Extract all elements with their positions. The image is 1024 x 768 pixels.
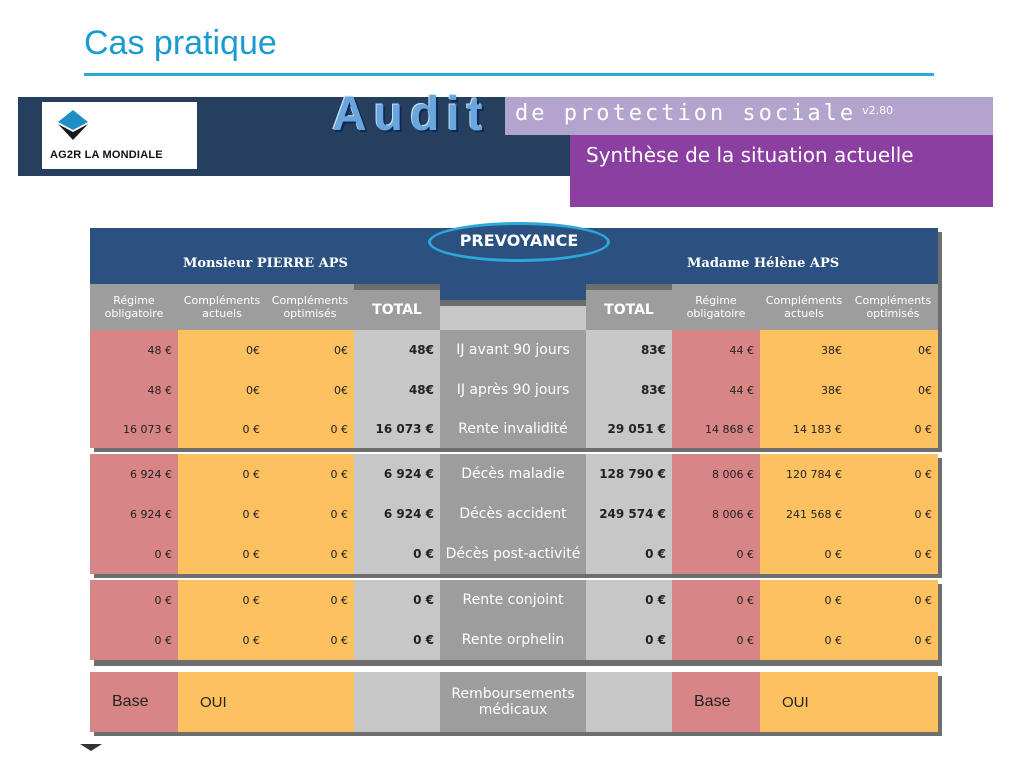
- row2-right-total: 83€: [586, 370, 672, 410]
- row2-right-optimises: 0€: [848, 370, 938, 410]
- row6-label: Décès post-activité: [440, 534, 586, 574]
- remb-left-oui: OUI: [178, 672, 266, 732]
- row1-left-total: 48€: [354, 330, 440, 370]
- row7-label: Rente conjoint: [440, 580, 586, 620]
- row8-left-actuels: 0 €: [178, 620, 266, 660]
- row4-right-regime: 8 006 €: [672, 454, 760, 494]
- row7-right-actuels: 0 €: [760, 580, 848, 620]
- remb-left-total: [354, 672, 440, 732]
- row6-left-actuels: 0 €: [178, 534, 266, 574]
- row6-right-optimises: 0 €: [848, 534, 938, 574]
- right-person-name: Madame Hélène APS: [687, 256, 840, 271]
- row5-left-optimises: 0 €: [266, 494, 354, 534]
- row2-left-regime: 48 €: [90, 370, 178, 410]
- row2-left-actuels: 0€: [178, 370, 266, 410]
- row6-right-total: 0 €: [586, 534, 672, 574]
- section-title: Synthèse de la situation actuelle: [586, 143, 914, 167]
- company-logo: [42, 102, 197, 169]
- row5-right-optimises: 0 €: [848, 494, 938, 534]
- row2-label: IJ après 90 jours: [440, 370, 586, 410]
- row8-left-optimises: 0 €: [266, 620, 354, 660]
- row4-right-total: 128 790 €: [586, 454, 672, 494]
- row1-right-actuels: 38€: [760, 330, 848, 370]
- row8-right-regime: 0 €: [672, 620, 760, 660]
- remb-right-optimises: [848, 672, 938, 732]
- slide-title: Cas pratique: [84, 24, 277, 62]
- prevoyance-title: PREVOYANCE: [459, 231, 579, 250]
- row3-right-total: 29 051 €: [586, 410, 672, 448]
- row4-left-optimises: 0 €: [266, 454, 354, 494]
- subtitle-band: [505, 97, 993, 135]
- row6-right-regime: 0 €: [672, 534, 760, 574]
- row5-left-actuels: 0 €: [178, 494, 266, 534]
- row7-right-regime: 0 €: [672, 580, 760, 620]
- header-left-actuels: Compléments actuels: [178, 284, 266, 330]
- logo-diamond-icon: [58, 110, 88, 140]
- remb-right-base: Base: [672, 672, 760, 732]
- row1-label: IJ avant 90 jours: [440, 330, 586, 370]
- row2-left-optimises: 0€: [266, 370, 354, 410]
- row5-right-regime: 8 006 €: [672, 494, 760, 534]
- row8-left-regime: 0 €: [90, 620, 178, 660]
- row7-left-optimises: 0 €: [266, 580, 354, 620]
- row4-right-optimises: 0 €: [848, 454, 938, 494]
- header-left-regime: Régime obligatoire: [90, 284, 178, 330]
- header-left-total: TOTAL: [354, 290, 440, 330]
- row5-label: Décès accident: [440, 494, 586, 534]
- audit-banner: [18, 88, 993, 207]
- row1-left-optimises: 0€: [266, 330, 354, 370]
- row4-left-total: 6 924 €: [354, 454, 440, 494]
- version-label: v2.80: [862, 104, 894, 117]
- header-right-regime: Régime obligatoire: [672, 284, 760, 330]
- section-band: [570, 135, 993, 207]
- left-person-name: Monsieur PIERRE APS: [183, 256, 348, 271]
- header-right-total: TOTAL: [586, 290, 672, 330]
- prevoyance-table: [90, 228, 938, 736]
- row1-left-actuels: 0€: [178, 330, 266, 370]
- row7-left-total: 0 €: [354, 580, 440, 620]
- row1-right-total: 83€: [586, 330, 672, 370]
- center-header-extension: [440, 284, 586, 300]
- header-left-optimises: Compléments optimisés: [266, 284, 354, 330]
- row5-left-regime: 6 924 €: [90, 494, 178, 534]
- remb-left-optimises: [266, 672, 354, 732]
- remb-right-total: [586, 672, 672, 732]
- row1-left-regime: 48 €: [90, 330, 178, 370]
- row3-right-actuels: 14 183 €: [760, 410, 848, 448]
- header-right-actuels: Compléments actuels: [760, 284, 848, 330]
- row6-left-regime: 0 €: [90, 534, 178, 574]
- row7-left-regime: 0 €: [90, 580, 178, 620]
- row6-right-actuels: 0 €: [760, 534, 848, 574]
- row7-right-total: 0 €: [586, 580, 672, 620]
- audit-heading: Audit: [332, 88, 490, 141]
- row8-left-total: 0 €: [354, 620, 440, 660]
- row3-right-optimises: 0 €: [848, 410, 938, 448]
- header-right-optimises: Compléments optimisés: [848, 284, 938, 330]
- row7-right-optimises: 0 €: [848, 580, 938, 620]
- row7-left-actuels: 0 €: [178, 580, 266, 620]
- row3-left-optimises: 0 €: [266, 410, 354, 448]
- row5-right-total: 249 574 €: [586, 494, 672, 534]
- row3-left-total: 16 073 €: [354, 410, 440, 448]
- row4-left-actuels: 0 €: [178, 454, 266, 494]
- row3-label: Rente invalidité: [440, 410, 586, 448]
- row5-left-total: 6 924 €: [354, 494, 440, 534]
- row3-left-actuels: 0 €: [178, 410, 266, 448]
- logo-text: AG2R LA MONDIALE: [50, 149, 163, 161]
- row6-left-total: 0 €: [354, 534, 440, 574]
- row5-right-actuels: 241 568 €: [760, 494, 848, 534]
- row1-right-optimises: 0€: [848, 330, 938, 370]
- row1-right-regime: 44 €: [672, 330, 760, 370]
- row4-label: Décès maladie: [440, 454, 586, 494]
- row4-left-regime: 6 924 €: [90, 454, 178, 494]
- title-divider: [84, 73, 934, 76]
- row2-right-actuels: 38€: [760, 370, 848, 410]
- remb-label: Remboursements médicaux: [440, 672, 586, 732]
- row2-left-total: 48€: [354, 370, 440, 410]
- row6-left-optimises: 0 €: [266, 534, 354, 574]
- remb-right-oui: OUI: [760, 672, 848, 732]
- row8-label: Rente orphelin: [440, 620, 586, 660]
- row4-right-actuels: 120 784 €: [760, 454, 848, 494]
- header-label-blank: [440, 306, 586, 330]
- row8-right-actuels: 0 €: [760, 620, 848, 660]
- row2-right-regime: 44 €: [672, 370, 760, 410]
- row8-right-total: 0 €: [586, 620, 672, 660]
- row3-left-regime: 16 073 €: [90, 410, 178, 448]
- row8-right-optimises: 0 €: [848, 620, 938, 660]
- remb-left-base: Base: [90, 672, 178, 732]
- footer-arrow-icon: [80, 744, 102, 751]
- row3-right-regime: 14 868 €: [672, 410, 760, 448]
- subtitle-text: de protection sociale $^{v2.80}$: [515, 101, 894, 126]
